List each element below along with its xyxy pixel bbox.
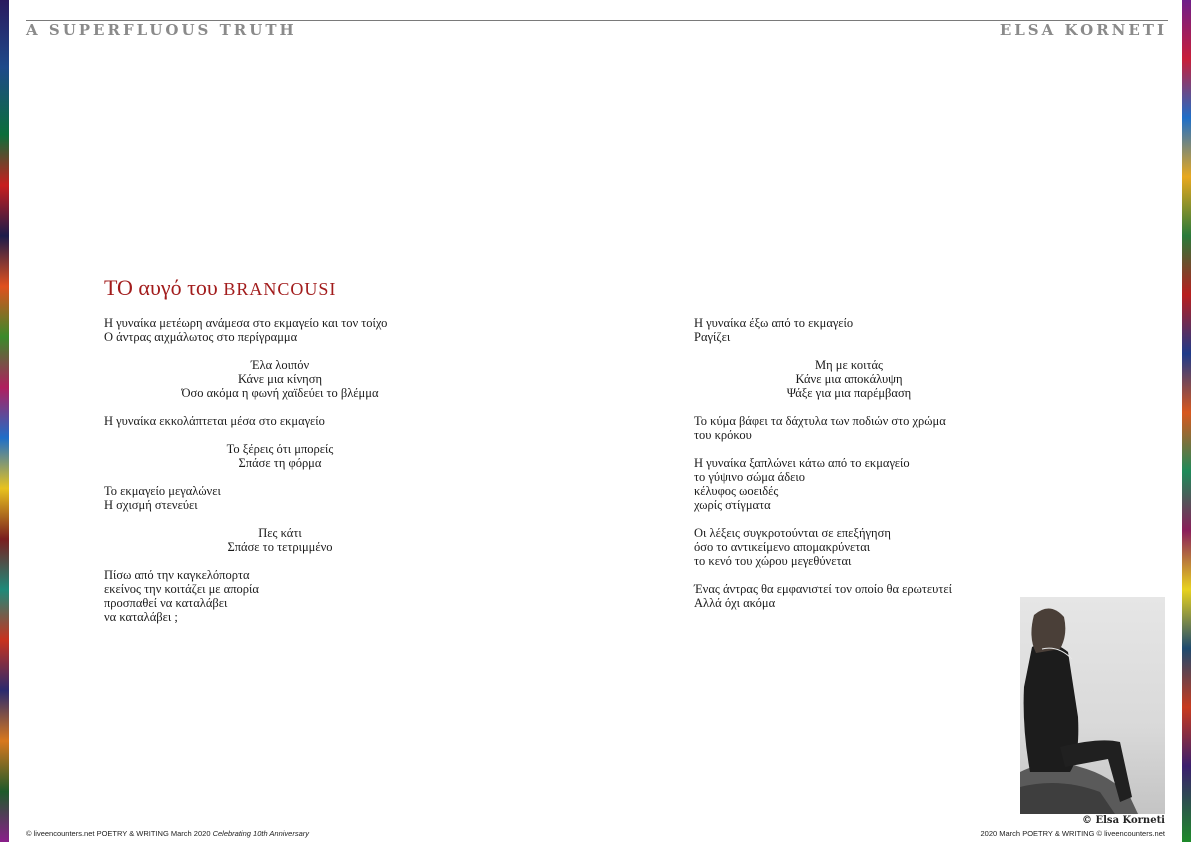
poem-line: Όσο ακόμα η φωνή χαϊδεύει το βλέμμα [181, 386, 379, 400]
poem-line: Αλλά όχι ακόμα [694, 596, 776, 610]
stanza-gap [694, 400, 1004, 414]
footer-left-main: © liveencounters.net POETRY & WRITING March 2020 [26, 829, 213, 838]
poem-line: Κάνε μια κίνηση [237, 372, 322, 386]
poem-line: εκείνος την κοιτάζει με απορία [104, 582, 259, 596]
poem-line: Η σχισμή στενεύει [104, 498, 198, 512]
author-name: ELSA KORNETI [999, 21, 1167, 39]
stanza-gap [104, 512, 456, 526]
stanza-gap [694, 344, 1004, 358]
poem-line: το γύψινο σώμα άδειο [694, 470, 805, 484]
stanza-gap [104, 470, 456, 484]
poem-line: το κενό του χώρου μεγεθύνεται [694, 554, 852, 568]
footer-left-italic: Celebrating 10th Anniversary [212, 829, 310, 838]
author-photo [1020, 597, 1165, 814]
poem-line: Το ξέρεις ότι μπορείς [226, 442, 334, 456]
stanza-gap [104, 344, 456, 358]
poem-line: κέλυφος ωοειδές [694, 484, 779, 498]
poem-line: να καταλάβει ; [104, 610, 178, 624]
poem-line: Η γυναίκα μετέωρη ανάμεσα στο εκμαγείο και τον τοίχο [104, 316, 388, 330]
poem-line: Ο άντρας αιχμάλωτος στο περίγραμμα [104, 330, 298, 344]
poem-left-column [104, 316, 456, 624]
poem-title [104, 275, 336, 301]
poem-line: Σπάσε τη φόρμα [238, 456, 322, 470]
poem-line: Πίσω από την καγκελόπορτα [104, 568, 250, 582]
poem-right-column [694, 316, 1004, 610]
poem-line: Έλα λοιπόν [250, 358, 310, 372]
decorative-right-edge [1182, 0, 1191, 842]
poem-line: Ψάξε για μια παρέμβαση [786, 386, 912, 400]
poem-title-name: BRANCOUSI [223, 279, 337, 299]
stanza-gap [694, 568, 1004, 582]
poem-line: Η γυναίκα έξω από το εκμαγείο [694, 316, 854, 330]
running-title: A SUPERFLUOUS TRUTH [26, 21, 297, 39]
poem-line: Πες κάτι [258, 526, 302, 540]
stanza-gap [104, 554, 456, 568]
poem-line: Κάνε μια αποκάλυψη [795, 372, 903, 386]
photo-credit: © Elsa Korneti [1082, 815, 1165, 826]
poem-line: Το εκμαγείο μεγαλώνει [104, 484, 221, 498]
poem-line: Μη με κοιτάς [814, 358, 883, 372]
poem-line: χωρίς στίγματα [694, 498, 771, 512]
poem-line: Ένας άντρας θα εμφανιστεί τον οποίο θα ερωτευτεί [694, 582, 952, 596]
stanza-gap [694, 442, 1004, 456]
stanza-gap [104, 400, 456, 414]
poem-line: Η γυναίκα εκκολάπτεται μέσα στο εκμαγείο [104, 414, 325, 428]
poem-title-main: ΤΟ αυγό του [104, 275, 224, 300]
stanza-gap [104, 428, 456, 442]
poem-line: όσο το αντικείμενο απομακρύνεται [694, 540, 871, 554]
poem-line: Σπάσε το τετριμμένο [227, 540, 333, 554]
poem-line: Το κύμα βάφει τα δάχτυλα των ποδιών στο χρώμα [694, 414, 946, 428]
footer-right: 2020 March POETRY & WRITING © liveencounters.net [980, 829, 1165, 838]
poem-line: Ραγίζει [694, 330, 731, 344]
footer-left [26, 829, 309, 838]
author-photo-image [1020, 597, 1165, 814]
poem-line: Οι λέξεις συγκροτούνται σε επεξήγηση [694, 526, 891, 540]
decorative-left-edge [0, 0, 9, 842]
poem-line: του κρόκου [694, 428, 752, 442]
stanza-gap [694, 512, 1004, 526]
poem-line: προσπαθεί να καταλάβει [104, 596, 228, 610]
poem-line: Η γυναίκα ξαπλώνει κάτω από το εκμαγείο [694, 456, 910, 470]
